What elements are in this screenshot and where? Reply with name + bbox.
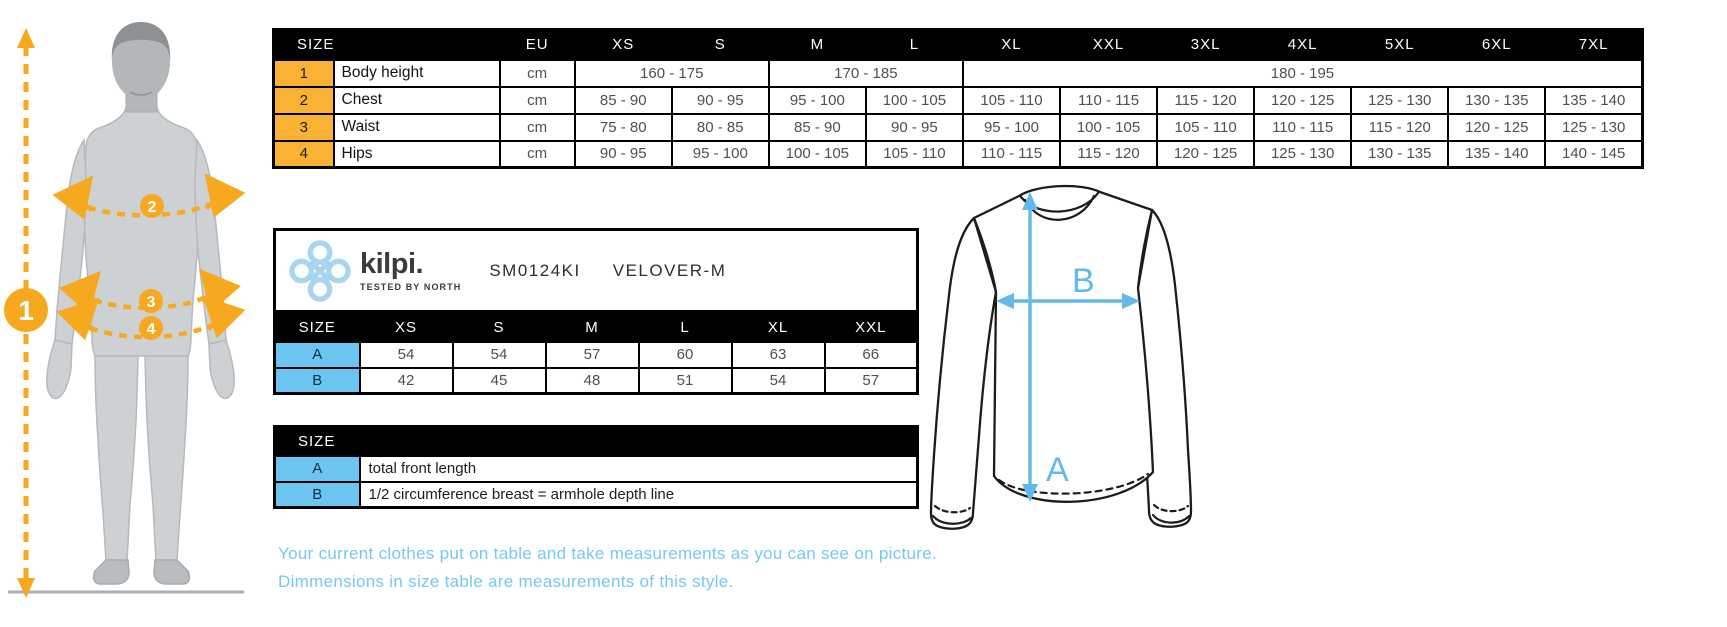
table-cell: 115 - 120: [1351, 114, 1448, 141]
header-4xl: 4XL: [1254, 30, 1351, 60]
row-number: 1: [274, 60, 334, 87]
table-cell: 75 - 80: [575, 114, 672, 141]
shirt-measure-diagram: [920, 178, 1272, 534]
table-cell: 130 - 135: [1351, 141, 1448, 168]
table-cell: 135 - 140: [1448, 141, 1545, 168]
row-label: Chest: [334, 87, 500, 114]
header-xl: XL: [732, 313, 825, 342]
table-cell: 120 - 125: [1448, 114, 1545, 141]
header-5xl: 5XL: [1351, 30, 1448, 60]
table-cell: 110 - 115: [1254, 114, 1351, 141]
table-cell: 120 - 125: [1157, 141, 1254, 168]
table-row-a: [275, 342, 918, 368]
row-number: 2: [274, 87, 334, 114]
table-cell: 115 - 120: [1060, 141, 1157, 168]
table-cell: 57: [546, 342, 639, 368]
table-cell: 85 - 90: [769, 114, 866, 141]
row-unit: cm: [500, 87, 575, 114]
body-measurement-figure: [0, 0, 262, 627]
table-row-b: [275, 368, 918, 394]
row-unit: cm: [500, 60, 575, 87]
badge-3-label: 3: [146, 294, 156, 311]
header-size: SIZE: [274, 30, 500, 60]
product-header-box: [273, 228, 919, 313]
table-cell: 80 - 85: [672, 114, 769, 141]
header-eu: EU: [500, 30, 575, 60]
legend-desc-b: 1/2 circumference breast = armhole depth line: [360, 482, 918, 508]
header-xs: XS: [575, 30, 672, 60]
table-cell: 130 - 135: [1448, 87, 1545, 114]
legend-label-b: B: [275, 482, 360, 508]
header-size: SIZE: [275, 427, 918, 456]
measurement-notes: [278, 540, 937, 596]
brand-name: kilpi.: [360, 247, 424, 280]
header-size: SIZE: [275, 313, 360, 342]
table-cell: 120 - 125: [1254, 87, 1351, 114]
row-label: Hips: [334, 141, 500, 168]
row-label: Waist: [334, 114, 500, 141]
table-cell: 63: [732, 342, 825, 368]
table-row-body-height: [274, 60, 1643, 87]
product-table-header-row: [275, 313, 918, 342]
table-cell: 54: [453, 342, 546, 368]
brand-tagline: TESTED BY NORTH: [360, 281, 462, 292]
note-line-2: Dimmensions in size table are measurements of this style.: [278, 572, 734, 591]
table-cell: 42: [360, 368, 453, 394]
table-cell: 48: [546, 368, 639, 394]
header-xxl: XXL: [825, 313, 918, 342]
row-label-b: B: [275, 368, 360, 394]
table-row-hips: [274, 141, 1643, 168]
table-cell: 95 - 100: [672, 141, 769, 168]
shirt-label-a: A: [1046, 451, 1069, 489]
table-cell: 110 - 115: [1060, 87, 1157, 114]
note-line-1: Your current clothes put on table and take measurements as you can see on picture.: [278, 544, 938, 563]
badge-2-label: 2: [147, 199, 157, 216]
table-cell: 95 - 100: [769, 87, 866, 114]
product-code: SM0124KI: [489, 260, 581, 280]
legend-row-b: [275, 482, 918, 508]
table-row-waist: [274, 114, 1643, 141]
table-cell: 90 - 95: [575, 141, 672, 168]
table-cell: 100 - 105: [1060, 114, 1157, 141]
brand-text: [360, 247, 462, 292]
row-number: 4: [274, 141, 334, 168]
table-cell: 54: [732, 368, 825, 394]
table-cell: 105 - 110: [963, 87, 1060, 114]
row-unit: cm: [500, 114, 575, 141]
header-3xl: 3XL: [1157, 30, 1254, 60]
table-cell: 135 - 140: [1545, 87, 1642, 114]
header-s: S: [453, 313, 546, 342]
table-cell: 51: [639, 368, 732, 394]
table-cell: 160 - 175: [575, 60, 769, 87]
header-m: M: [769, 30, 866, 60]
header-m: M: [546, 313, 639, 342]
table-cell: 85 - 90: [575, 87, 672, 114]
product-size-table: [273, 311, 919, 395]
table-cell: 110 - 115: [963, 141, 1060, 168]
table-cell: 170 - 185: [769, 60, 963, 87]
badge-1-label: 1: [18, 295, 34, 326]
header-7xl: 7XL: [1545, 30, 1642, 60]
table-cell: 115 - 120: [1157, 87, 1254, 114]
table-cell: 90 - 95: [866, 114, 963, 141]
legend-label-a: A: [275, 456, 360, 482]
table-cell: 125 - 130: [1545, 114, 1642, 141]
table-cell: 105 - 110: [866, 141, 963, 168]
eu-table-header-row: [274, 30, 1643, 60]
kilpi-knot-icon: [289, 240, 351, 302]
kilpi-logo: [289, 240, 461, 302]
header-l: L: [639, 313, 732, 342]
row-number: 3: [274, 114, 334, 141]
table-cell: 60: [639, 342, 732, 368]
header-xs: XS: [360, 313, 453, 342]
table-cell: 95 - 100: [963, 114, 1060, 141]
header-6xl: 6XL: [1448, 30, 1545, 60]
table-cell: 125 - 130: [1254, 141, 1351, 168]
legend-desc-a: total front length: [360, 456, 918, 482]
row-label-a: A: [275, 342, 360, 368]
table-cell: 54: [360, 342, 453, 368]
product-name: VELOVER-M: [612, 260, 727, 280]
table-cell: 140 - 145: [1545, 141, 1642, 168]
table-cell: 180 - 195: [963, 60, 1643, 87]
header-s: S: [672, 30, 769, 60]
row-label: Body height: [334, 60, 500, 87]
legend-row-a: [275, 456, 918, 482]
badge-4-label: 4: [146, 321, 156, 338]
silhouette-feet: [94, 560, 190, 584]
table-cell: 57: [825, 368, 918, 394]
row-unit: cm: [500, 141, 575, 168]
silhouette-head: [112, 22, 170, 112]
header-xl: XL: [963, 30, 1060, 60]
measurement-legend-table: [273, 425, 919, 509]
legend-header-row: [275, 427, 918, 456]
table-row-chest: [274, 87, 1643, 114]
table-cell: 90 - 95: [672, 87, 769, 114]
table-cell: 105 - 110: [1157, 114, 1254, 141]
table-cell: 125 - 130: [1351, 87, 1448, 114]
table-cell: 45: [453, 368, 546, 394]
header-l: L: [866, 30, 963, 60]
eu-size-table: [272, 28, 1644, 169]
table-cell: 66: [825, 342, 918, 368]
product-identity: [489, 261, 726, 281]
table-cell: 100 - 105: [866, 87, 963, 114]
table-cell: 100 - 105: [769, 141, 866, 168]
shirt-label-b: B: [1072, 262, 1095, 300]
header-xxl: XXL: [1060, 30, 1157, 60]
